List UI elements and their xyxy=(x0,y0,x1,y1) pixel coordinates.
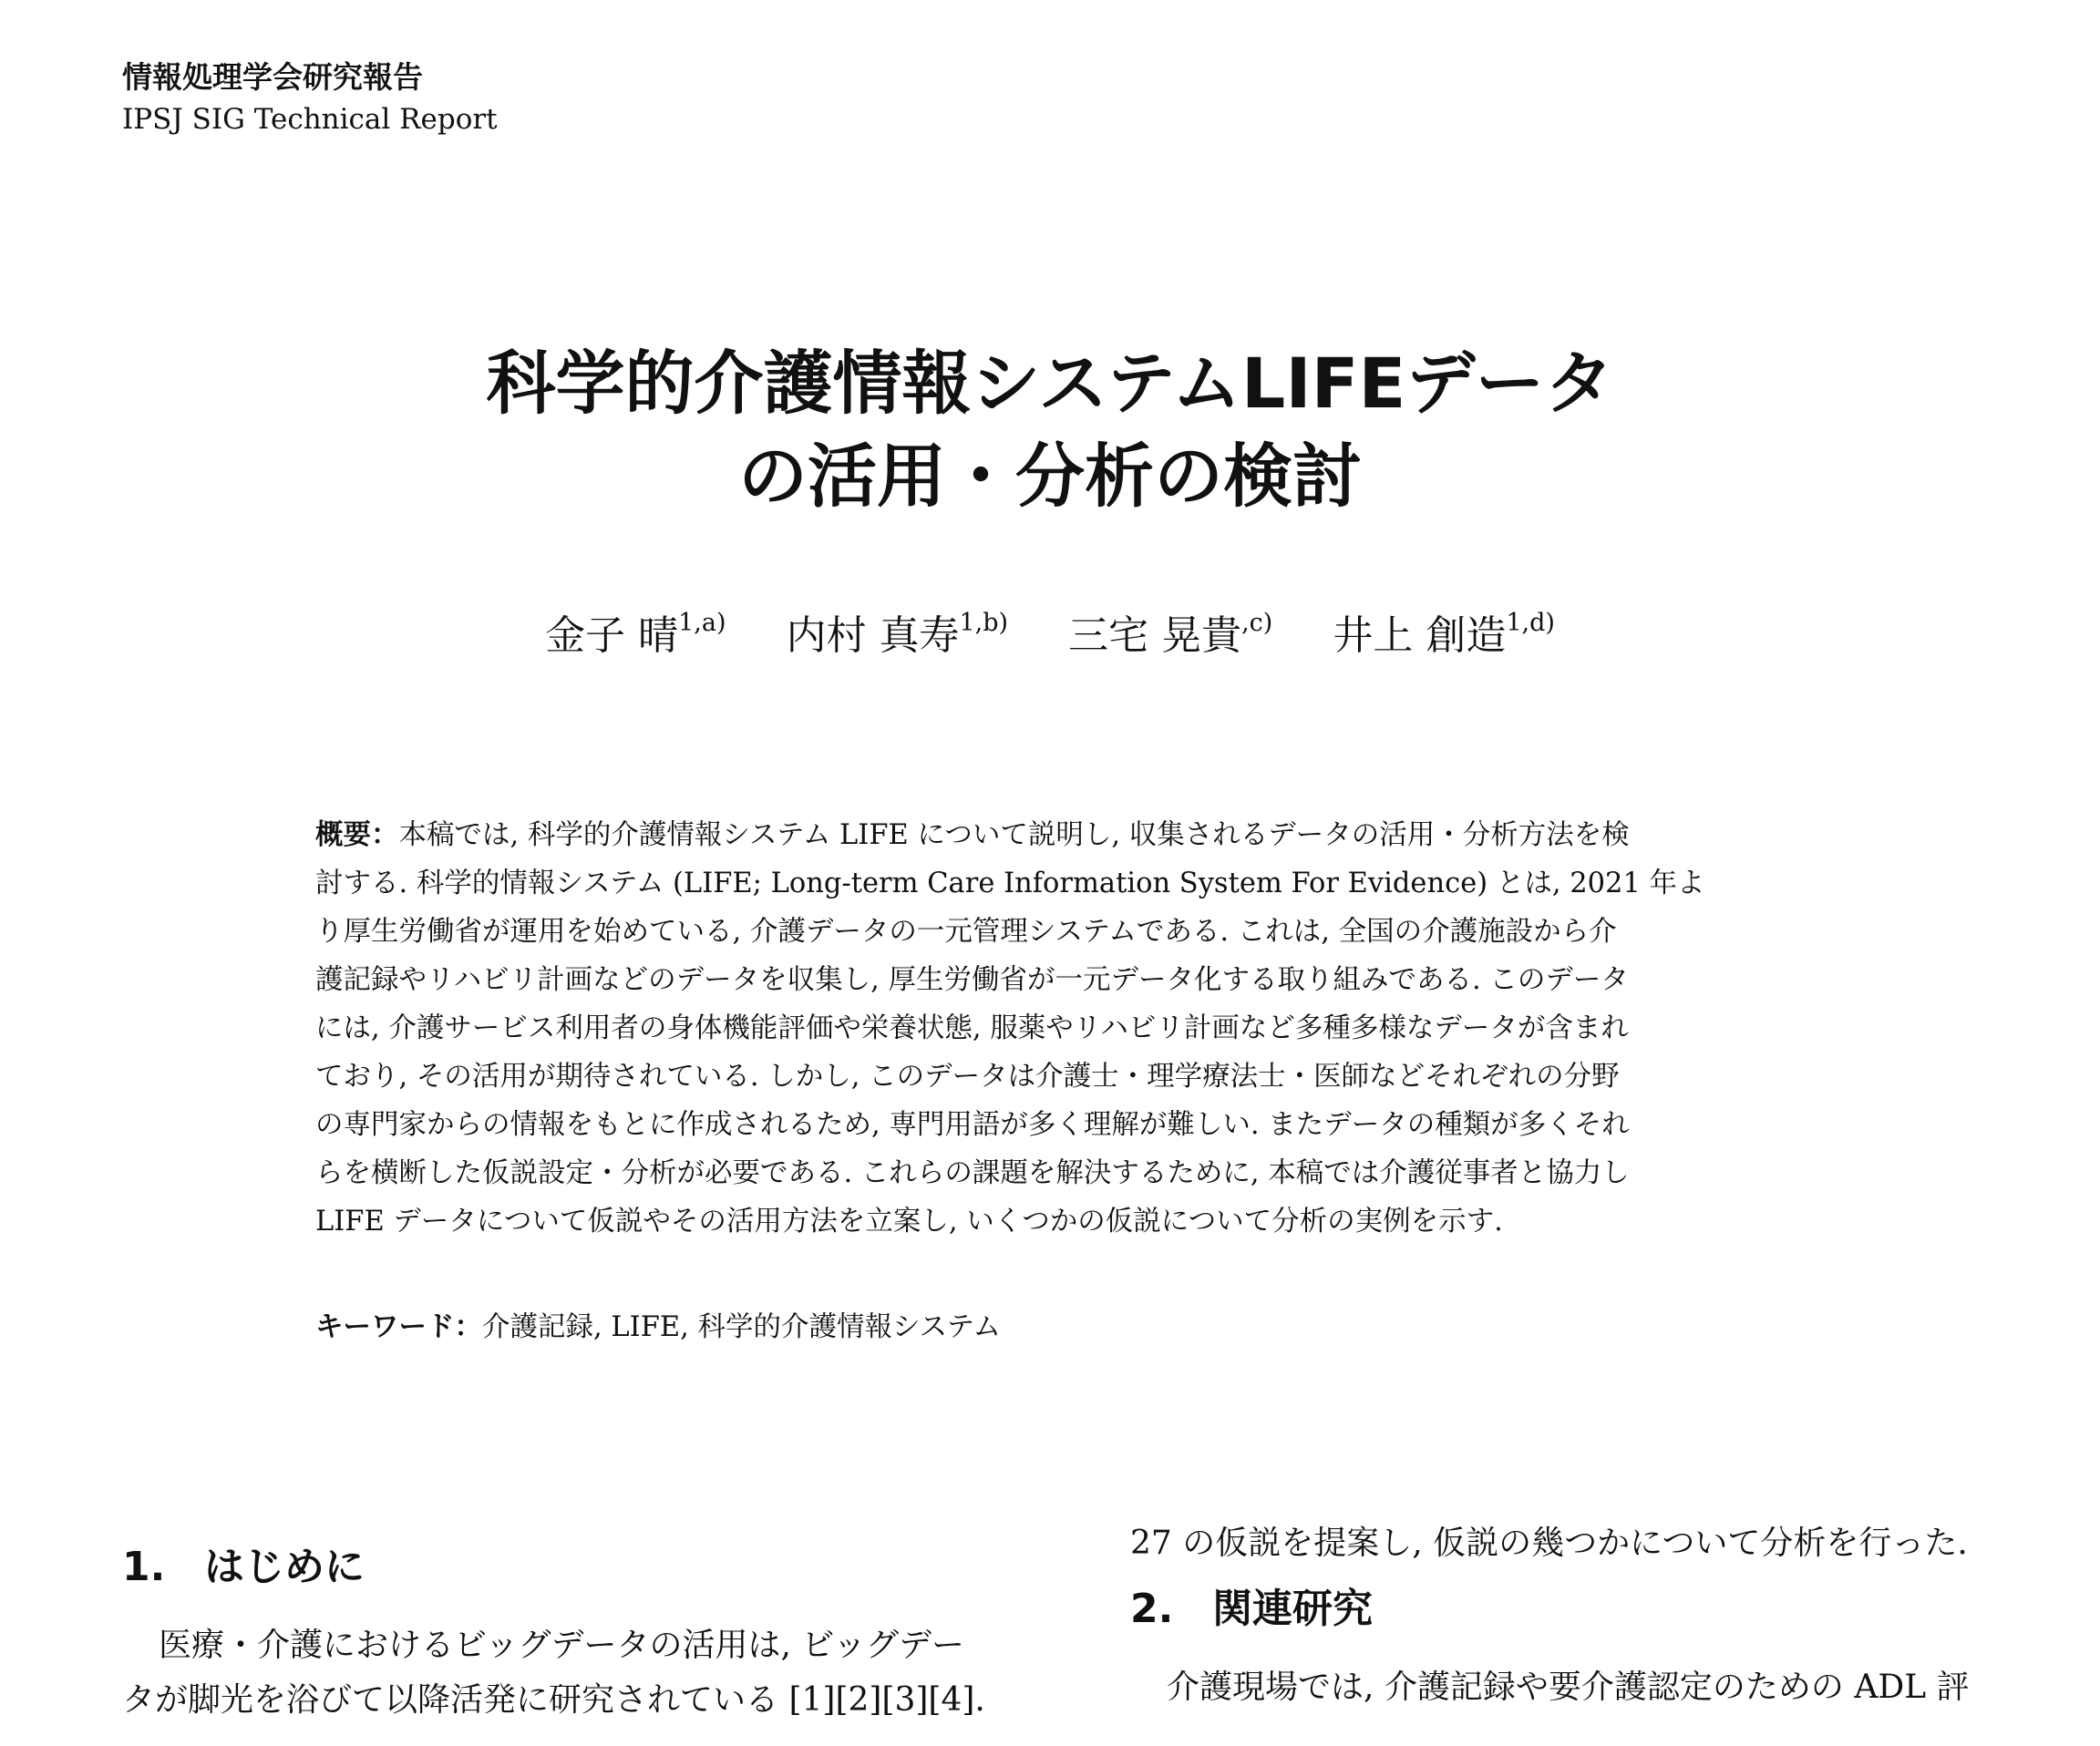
body-text-line: 27 の仮説を提案し, 仮説の幾つかについて分析を行った. xyxy=(1130,1525,1968,1562)
author-affiliation: 1,b) xyxy=(959,609,1009,637)
section-title: 関連研究 xyxy=(1212,1586,1373,1632)
author-name: 三宅 晃貴 xyxy=(1068,612,1242,659)
author-4 xyxy=(1333,609,1555,663)
body-text-line: タが脚光を浴びて以降活発に研究されている [1][2][3][4]. xyxy=(122,1681,985,1719)
right-column xyxy=(1130,1516,2060,1715)
title-line-2: の活用・分析の検討 xyxy=(738,436,1362,517)
section-title: はじめに xyxy=(204,1544,365,1590)
abstract xyxy=(315,811,1856,1246)
body-text-line: 医療・介護におけるビッグデータの活用は, ビッグデー xyxy=(159,1627,965,1664)
report-series: IPSJ SIG Technical Report xyxy=(122,103,498,136)
keywords xyxy=(315,1303,1856,1351)
author-name: 井上 創造 xyxy=(1333,612,1507,659)
author-name: 金子 晴 xyxy=(545,612,679,659)
abstract-line: には, 介護サービス利用者の身体機能評価や栄養状態, 服薬やリハビリ計画など多種多様なデータが含まれ xyxy=(315,1012,1629,1044)
society-name: 情報処理学会研究報告 xyxy=(122,59,423,95)
body-text-line: 介護現場では, 介護記録や要介護認定のための ADL 評 xyxy=(1167,1669,1970,1706)
keywords-text: 介護記録, LIFE, 科学的介護情報システム xyxy=(482,1311,1001,1343)
abstract-line: り厚生労働省が運用を始めている, 介護データの一元管理システムである. これは, 全国の介護施設から介 xyxy=(315,916,1617,948)
author-affiliation: 1,a) xyxy=(678,609,726,637)
abstract-line: LIFE データについて仮説やその活用方法を立案し, いくつかの仮説について分析の実例を示す. xyxy=(315,1206,1503,1238)
abstract-line: らを横断した仮説設定・分析が必要である. これらの課題を解決するために, 本稿では介護従事者と協力し xyxy=(315,1157,1630,1189)
keywords-label: キーワード： xyxy=(315,1311,482,1343)
section-number: 2. xyxy=(1130,1586,1174,1632)
author-affiliation: 1,d) xyxy=(1506,609,1555,637)
abstract-line: 概要：本稿では, 科学的介護情報システム LIFE について説明し, 収集されるデータの活用・分析方法を検 xyxy=(315,819,1630,851)
abstract-line: 護記録やリハビリ計画などのデータを収集し, 厚生労働省が一元データ化する取り組みである. このデータ xyxy=(315,964,1629,996)
abstract-line: ており, その活用が期待されている. しかし, このデータは介護士・理学療法士・医師などそれぞれの分野 xyxy=(315,1061,1620,1093)
abstract-label: 概要： xyxy=(315,819,399,851)
section-heading-introduction xyxy=(122,1540,1052,1595)
author-3 xyxy=(1068,609,1272,663)
section-heading-related-work xyxy=(1130,1582,2060,1637)
title-line-1: 科学的介護情報システムLIFEデータ xyxy=(486,343,1614,424)
author-affiliation: ,c) xyxy=(1241,609,1273,637)
left-column xyxy=(122,1540,1052,1728)
author-2 xyxy=(787,609,1009,663)
author-1 xyxy=(545,609,726,663)
abstract-line: 討する. 科学的情報システム (LIFE; Long-term Care Information System For Evidence) とは, 2021 年よ xyxy=(315,868,1705,899)
author-list xyxy=(0,609,2100,663)
abstract-line: の専門家からの情報をもとに作成されるため, 専門用語が多く理解が難しい. またデータの種類が多くそれ xyxy=(315,1109,1630,1141)
section-number: 1. xyxy=(122,1544,166,1590)
running-head xyxy=(122,56,498,140)
author-name: 内村 真寿 xyxy=(786,612,960,659)
paper-title xyxy=(0,337,2100,523)
